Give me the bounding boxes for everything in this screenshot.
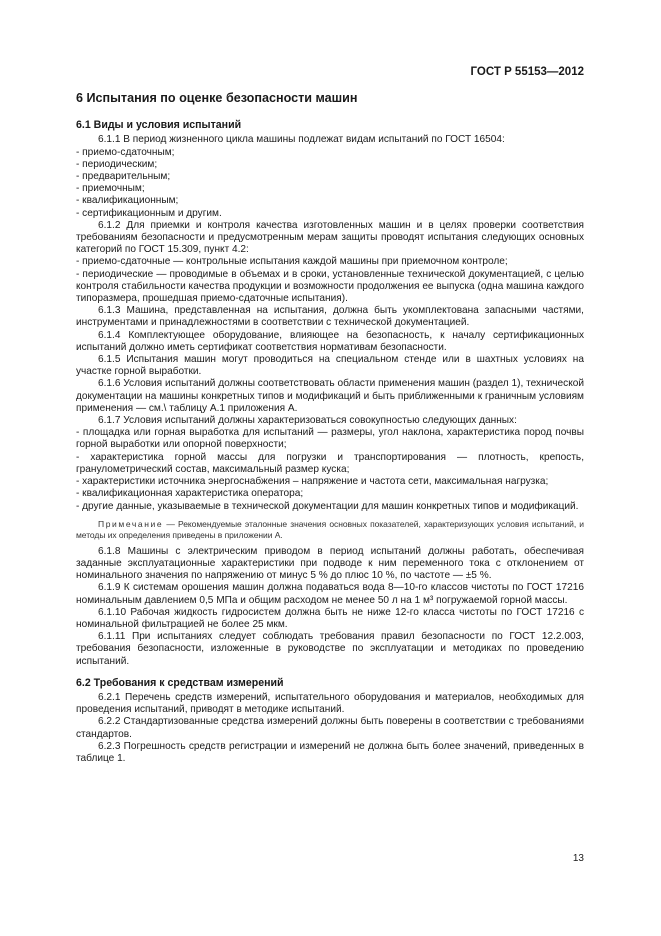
list-item: - характеристика горной массы для погрузки и транспортирования — плотность, крепость, гранулометрический состав, максимальный размер куска;: [76, 451, 584, 475]
subsection-title-6-1: 6.1 Виды и условия испытаний: [76, 119, 242, 132]
list-item: - периодические — проводимые в объемах и в сроки, установленные технической документацией, с целью контроля стабильности качества продукции и возможности продолжения ее выпуска (одна машина каждого типоразмера, прошедшая приемо-сдаточные испытания).: [76, 268, 584, 305]
list-item: - квалификационным;: [76, 195, 179, 207]
paragraph-6-1-2: 6.1.2 Для приемки и контроля качества изготовленных машин и в целях проверки соответствия требованиям безопасности и предусмотренным мерам защиты проводят испытания следующих основных категорий по ГОСТ 15.309, пункт 4.2:: [76, 219, 584, 256]
paragraph-6-1-4: 6.1.4 Комплектующее оборудование, влияющее на безопасность, к началу сертификационных испытаний должно иметь сертификат соответствия нормативам безопасности.: [76, 329, 584, 353]
paragraph-6-1-7: 6.1.7 Условия испытаний должны характеризоваться совокупностью следующих данных:: [98, 415, 517, 427]
page-number: 13: [572, 853, 584, 864]
paragraph-6-1-6: 6.1.6 Условия испытаний должны соответствовать области применения машин (раздел 1), технической документации на машины конкретных типов и модификаций и быть приближенными к граничным условиям применения — см.\ таблицу А.1 приложения А.: [76, 378, 584, 414]
paragraph-6-1-11: 6.1.11 При испытаниях следует соблюдать требования правил безопасности по ГОСТ 12.2.003, требования безопасности, изложенные в руководстве по эксплуатации и методиках по проведению испытаний.: [76, 631, 584, 667]
list-item: - площадка или горная выработка для испытаний — размеры, угол наклона, характеристика пород почвы горной выработки или опорной поверхности;: [76, 427, 584, 451]
list-item: - приемо-сдаточным;: [76, 146, 175, 158]
paragraph-6-2-2: 6.2.2 Стандартизованные средства измерений должны быть поверены в соответствии с требованиями стандартов.: [76, 716, 584, 740]
paragraph-6-1-5: 6.1.5 Испытания машин могут проводиться на специальном стенде или в шахтных условиях на участке горной выработки.: [76, 354, 584, 378]
paragraph-6-1-8: 6.1.8 Машины с электрическим приводом в период испытаний должны работать, обеспечивая заданные эксплуатационные характеристики при подводе к ним переменного тока с отклонением от номинального значения по напряжению от минус 5 % до плюс 10 %, по частоте — ±5 %.: [76, 545, 584, 582]
note-label: Примечание: [98, 518, 164, 529]
paragraph-6-2-1: 6.2.1 Перечень средств измерений, испытательного оборудования и материалов, необходимых для проведения испытаний, приводят в методике испытаний.: [76, 691, 584, 716]
paragraph-6-1-9: 6.1.9 К системам орошения машин должна подаваться вода 8—10-го классов чистоты по ГОСТ 17216 номинальным давлением 0,5 МПа и общим расходом не менее 50 л на 1 м³ погружаемой горной массы.: [76, 582, 584, 606]
list-item: - сертификационным и другим.: [76, 207, 222, 219]
list-item: - другие данные, указываемые в технической документации для машин конкретных типов и модификаций.: [76, 500, 579, 512]
note-text: — Рекомендуемые эталонные значения основных показателей, характеризующих условия испытаний, и методы их определения приведены в приложении А.: [76, 518, 584, 540]
page-content: [76, 92, 584, 765]
list-item: - характеристики источника энергоснабжения – напряжение и частота сети, максимальная нагрузка;: [76, 476, 549, 488]
document-code: ГОСТ Р 55153—2012: [470, 66, 584, 78]
list-item: - предварительным;: [76, 171, 171, 183]
list-item: - квалификационная характеристика оператора;: [76, 488, 304, 500]
subsection-title-6-2: 6.2 Требования к средствам измерений: [76, 676, 284, 689]
paragraph-6-1-1: 6.1.1 В период жизненного цикла машины подлежат видам испытаний по ГОСТ 16504:: [98, 134, 505, 146]
paragraph-6-1-3: 6.1.3 Машина, представленная на испытания, должна быть укомплектована запасными частями, инструментами и принадлежностями в соответствии с технической документацией.: [76, 305, 584, 329]
paragraph-6-2-3: 6.2.3 Погрешность средств регистрации и измерений не должна быть более значений, приведенных в таблице 1.: [76, 740, 584, 764]
note: [76, 519, 584, 541]
paragraph-6-1-10: 6.1.10 Рабочая жидкость гидросистем должна быть не ниже 12-го класса чистоты по ГОСТ 17216 с номинальной фильтрацией не более 25 мкм.: [76, 606, 584, 630]
list-item: - приемо-сдаточные — контрольные испытания каждой машины при приемочном контроле;: [76, 256, 508, 268]
section-title: 6 Испытания по оценке безопасности машин: [76, 91, 358, 105]
list-item: - приемочным;: [76, 183, 145, 195]
list-item: - периодическим;: [76, 158, 158, 170]
